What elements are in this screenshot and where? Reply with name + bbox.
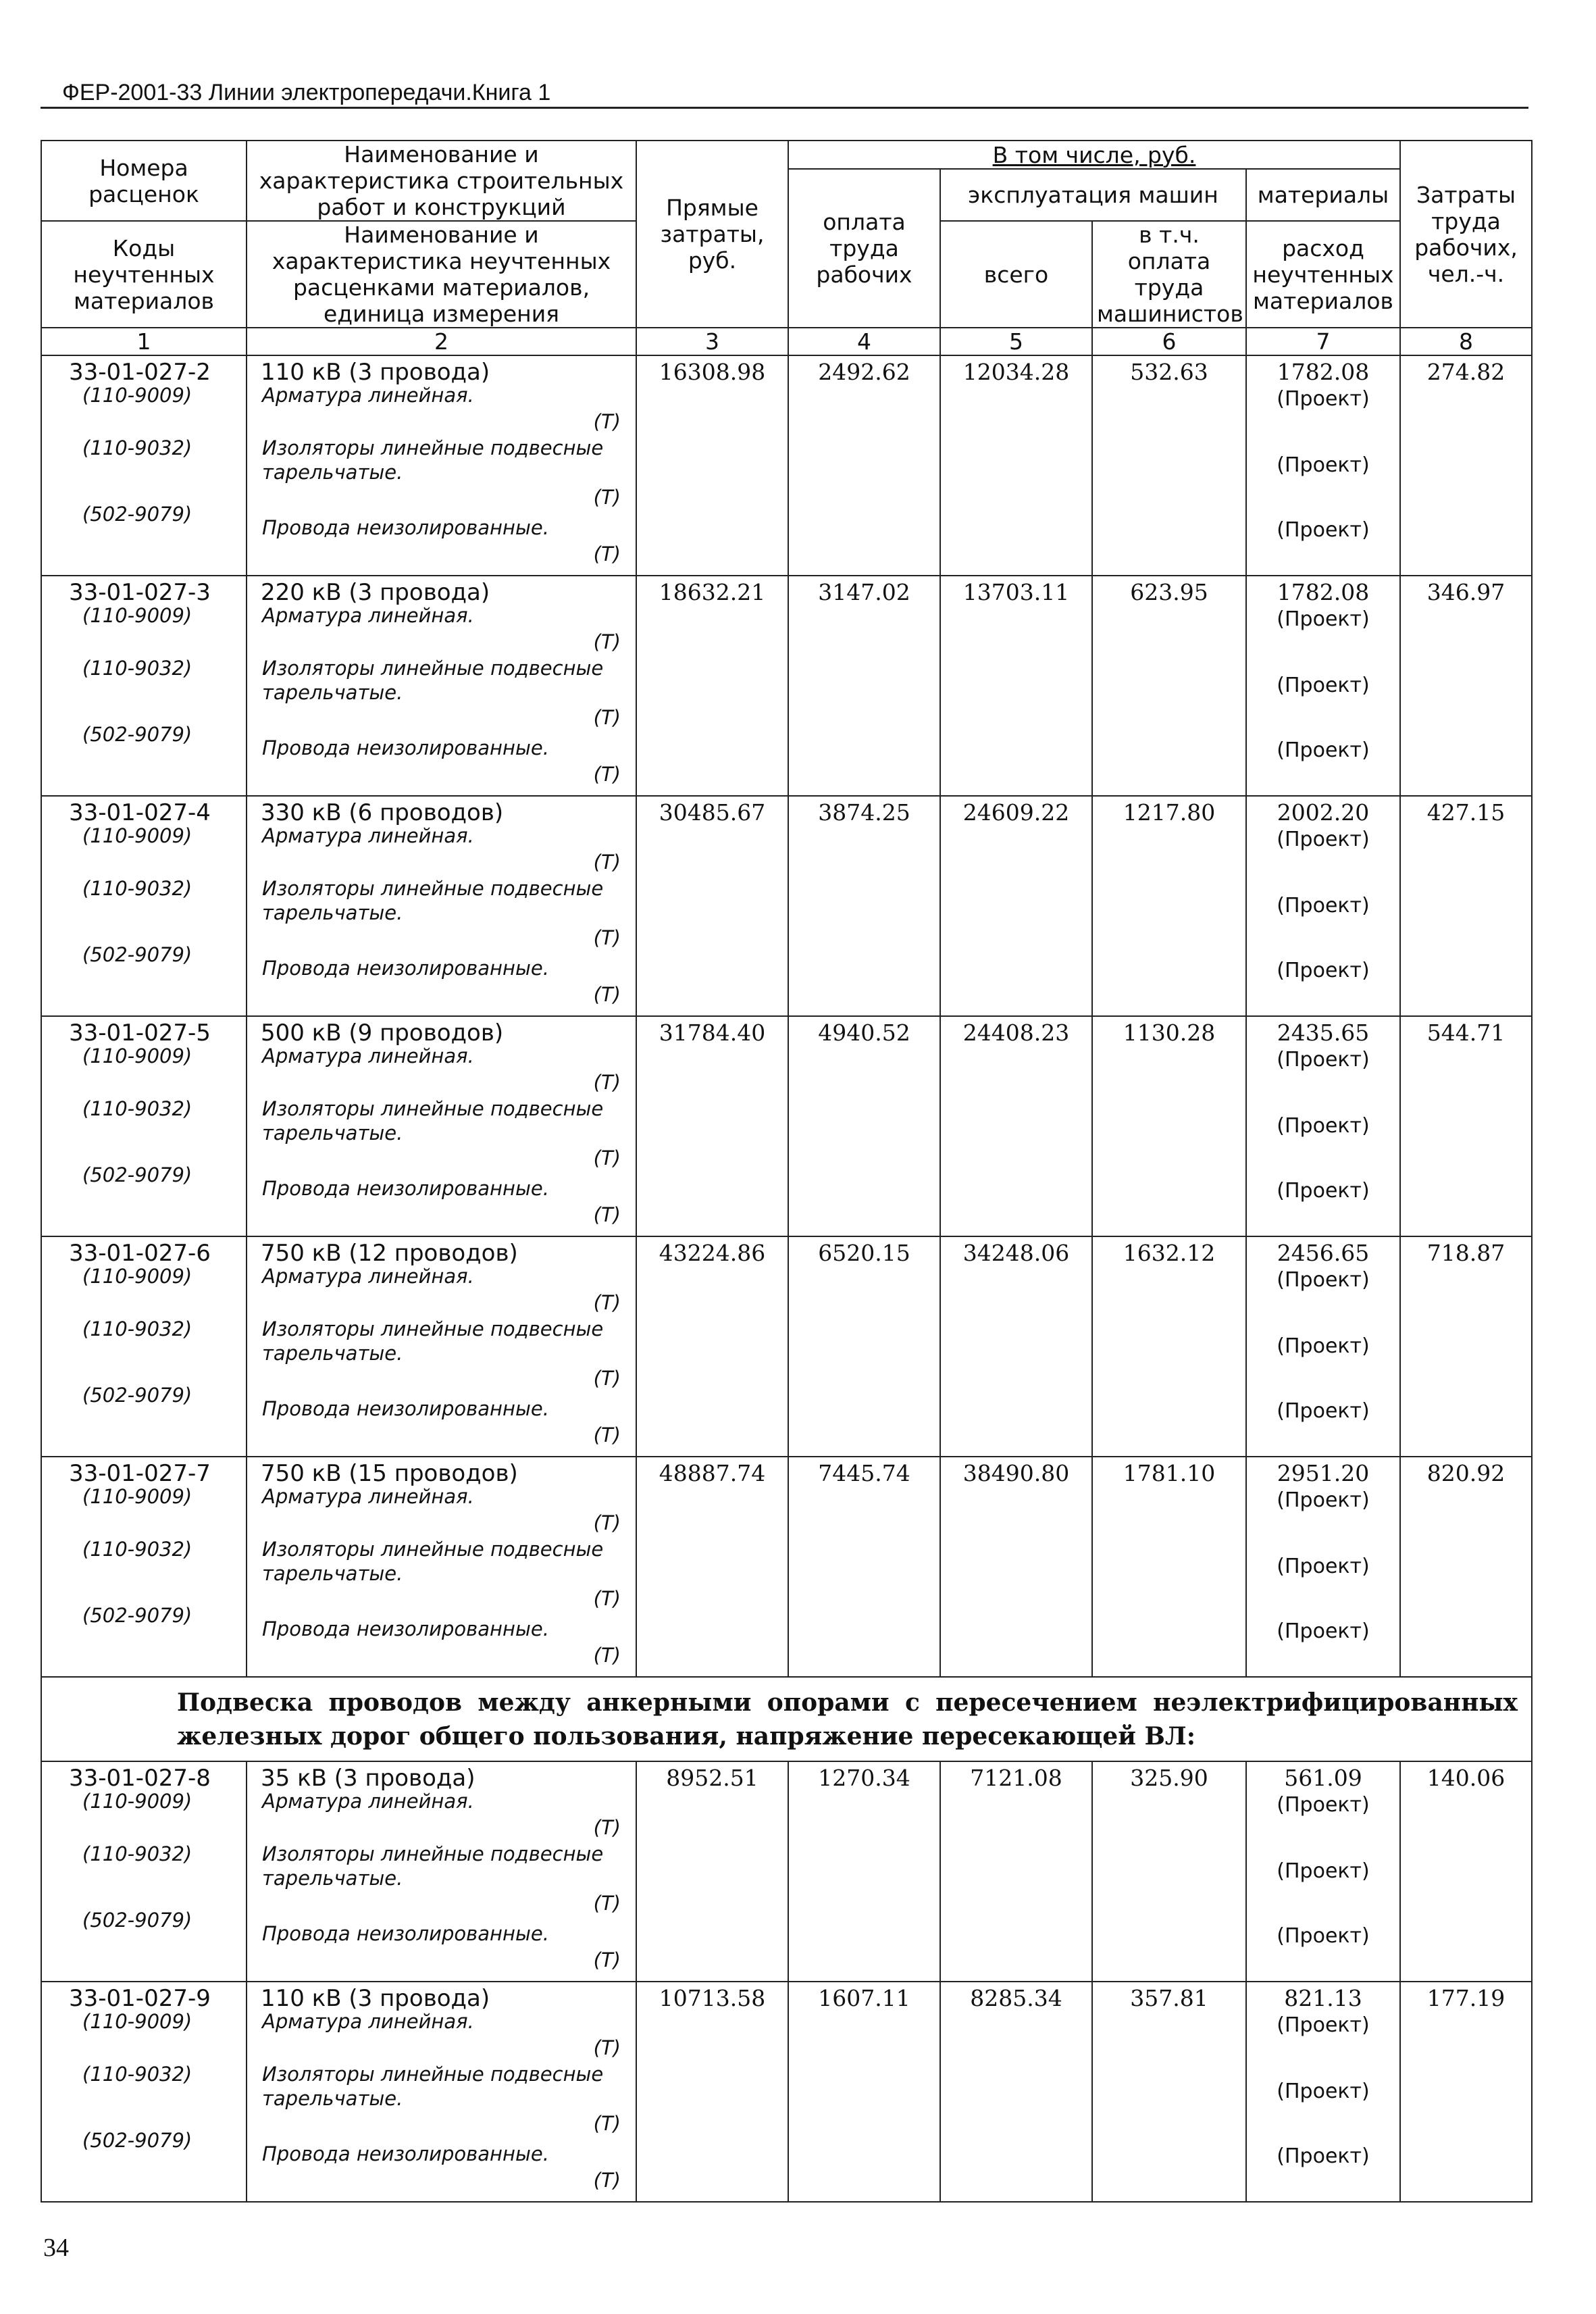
material-code: (110-9009) bbox=[82, 384, 192, 407]
unit-mark: (Т) bbox=[593, 2112, 621, 2135]
direct-cost: 30485.67 bbox=[659, 799, 766, 826]
materials-header: материалы bbox=[1246, 169, 1400, 221]
material-name: Изоляторы линейные подвесные тарельчатые. bbox=[262, 1538, 604, 1585]
material-code: (110-9032) bbox=[82, 657, 192, 680]
project-note: (Проект) bbox=[1277, 607, 1370, 631]
labor-cost-cell bbox=[788, 1761, 940, 1982]
unit-mark: (Т) bbox=[593, 630, 621, 653]
unit-mark: (Т) bbox=[593, 851, 621, 874]
code-cell bbox=[41, 796, 247, 1016]
name-cell bbox=[247, 1982, 636, 2202]
materials-cost: 821.13 bbox=[1284, 1985, 1362, 2011]
machine-cost: 38490.80 bbox=[962, 1460, 1070, 1486]
material-name: Изоляторы линейные подвесные тарельчатые. bbox=[262, 877, 604, 924]
material-name: Изоляторы линейные подвесные тарельчатые. bbox=[262, 1842, 604, 1890]
col-num-3: 3 bbox=[636, 328, 788, 355]
material-code: (502-9079) bbox=[82, 723, 192, 746]
labor-hours-cell bbox=[1400, 1761, 1532, 1982]
rate-code: 33-01-027-3 bbox=[69, 579, 211, 606]
col2-bottom-header: Наименование и характеристика неучтенных расценками материалов, единица измерения bbox=[247, 221, 636, 328]
rate-code: 33-01-027-6 bbox=[69, 1240, 211, 1267]
material-name: Изоляторы линейные подвесные тарельчатые. bbox=[262, 1317, 604, 1365]
material-name: Изоляторы линейные подвесные тарельчатые. bbox=[262, 1097, 604, 1145]
machinist-cost-cell bbox=[1092, 1016, 1246, 1236]
col-num-5: 5 bbox=[940, 328, 1092, 355]
labor-cost-cell bbox=[788, 355, 940, 576]
work-name: 750 кВ (12 проводов) bbox=[261, 1240, 518, 1267]
material-code: (502-9079) bbox=[82, 503, 192, 526]
material-code: (110-9032) bbox=[82, 436, 192, 459]
project-note: (Проект) bbox=[1277, 828, 1370, 851]
material-code: (110-9032) bbox=[82, 877, 192, 900]
name-cell bbox=[247, 1457, 636, 1677]
project-note: (Проект) bbox=[1277, 453, 1370, 477]
direct-cost: 43224.86 bbox=[659, 1240, 766, 1266]
code-cell bbox=[41, 355, 247, 576]
material-name: Изоляторы линейные подвесные тарельчатые. bbox=[262, 2063, 604, 2110]
col1-top-header: Номера расценок bbox=[41, 141, 247, 221]
unit-mark: (Т) bbox=[593, 1147, 621, 1169]
machinist-cost-cell bbox=[1092, 1761, 1246, 1982]
project-note: (Проект) bbox=[1277, 2013, 1370, 2037]
project-note: (Проект) bbox=[1277, 1048, 1370, 1072]
col2-top-header: Наименование и характеристика строительных работ и конструкций bbox=[247, 141, 636, 221]
table-header bbox=[41, 141, 1532, 355]
unit-mark: (Т) bbox=[593, 1511, 621, 1534]
unit-mark: (Т) bbox=[593, 486, 621, 509]
machinist-cost: 357.81 bbox=[1130, 1985, 1208, 2011]
labor-hours-cell bbox=[1400, 1016, 1532, 1236]
materials-cell bbox=[1246, 796, 1400, 1016]
unit-mark: (Т) bbox=[593, 983, 621, 1006]
unit-mark: (Т) bbox=[593, 1071, 621, 1094]
labor-cost: 3874.25 bbox=[818, 799, 910, 826]
unit-mark: (Т) bbox=[593, 1424, 621, 1447]
direct-cost-cell bbox=[636, 355, 788, 576]
direct-cost-cell bbox=[636, 1016, 788, 1236]
price-table bbox=[41, 140, 1533, 2203]
material-name: Провода неизолированные. bbox=[262, 2142, 549, 2165]
labor-hours-cell bbox=[1400, 1982, 1532, 2202]
work-name: 330 кВ (6 проводов) bbox=[261, 799, 504, 826]
work-name: 500 кВ (9 проводов) bbox=[261, 1020, 504, 1047]
code-cell bbox=[41, 1982, 247, 2202]
material-name: Провода неизолированные. bbox=[262, 736, 549, 759]
material-code: (502-9079) bbox=[82, 943, 192, 966]
name-cell bbox=[247, 355, 636, 576]
material-code: (110-9032) bbox=[82, 1538, 192, 1561]
material-name: Арматура линейная. bbox=[262, 384, 474, 407]
labor-hours: 427.15 bbox=[1426, 799, 1505, 826]
table-row bbox=[41, 796, 1532, 1016]
labor-cost: 7445.74 bbox=[818, 1460, 910, 1486]
direct-cost-cell bbox=[636, 576, 788, 796]
including-header: В том числе, руб. bbox=[788, 141, 1400, 169]
col-num-4: 4 bbox=[788, 328, 940, 355]
machinist-cost: 1781.10 bbox=[1123, 1460, 1216, 1486]
work-name: 750 кВ (15 проводов) bbox=[261, 1460, 518, 1487]
materials-cost: 561.09 bbox=[1284, 1765, 1362, 1791]
machine-cost-cell bbox=[940, 1236, 1092, 1457]
machine-cost: 34248.06 bbox=[962, 1240, 1070, 1266]
labor-hours-cell bbox=[1400, 796, 1532, 1016]
materials-cell bbox=[1246, 355, 1400, 576]
machinist-cost-cell bbox=[1092, 796, 1246, 1016]
labor-cost: 4940.52 bbox=[818, 1020, 910, 1046]
material-code: (110-9009) bbox=[82, 2010, 192, 2033]
machine-cost-cell bbox=[940, 1982, 1092, 2202]
section-title-cell bbox=[41, 1677, 1532, 1761]
materials-cell bbox=[1246, 1761, 1400, 1982]
rate-code: 33-01-027-8 bbox=[69, 1765, 211, 1792]
unit-mark: (Т) bbox=[593, 763, 621, 786]
direct-cost: 10713.58 bbox=[659, 1985, 766, 2011]
table-section bbox=[41, 1677, 1532, 1761]
col4-header: оплата труда рабочих bbox=[788, 169, 940, 328]
name-cell bbox=[247, 1016, 636, 1236]
material-code: (110-9032) bbox=[82, 1842, 192, 1865]
machinist-cost-cell bbox=[1092, 1236, 1246, 1457]
name-cell bbox=[247, 1761, 636, 1982]
project-note: (Проект) bbox=[1277, 1924, 1370, 1948]
material-code: (110-9009) bbox=[82, 1265, 192, 1288]
materials-cost: 2002.20 bbox=[1277, 799, 1370, 826]
code-cell bbox=[41, 1236, 247, 1457]
material-code: (110-9032) bbox=[82, 1317, 192, 1340]
unit-mark: (Т) bbox=[593, 1816, 621, 1839]
machine-cost-cell bbox=[940, 1016, 1092, 1236]
machine-cost-cell bbox=[940, 576, 1092, 796]
unit-mark: (Т) bbox=[593, 926, 621, 949]
code-cell bbox=[41, 1016, 247, 1236]
direct-cost: 8952.51 bbox=[666, 1765, 758, 1791]
project-note: (Проект) bbox=[1277, 1859, 1370, 1883]
machine-cost-cell bbox=[940, 1761, 1092, 1982]
material-name: Арматура линейная. bbox=[262, 604, 474, 627]
material-name: Изоляторы линейные подвесные тарельчатые. bbox=[262, 436, 604, 484]
labor-hours-cell bbox=[1400, 1457, 1532, 1677]
rate-code: 33-01-027-5 bbox=[69, 1020, 211, 1047]
unit-mark: (Т) bbox=[593, 1367, 621, 1390]
materials-cell bbox=[1246, 1236, 1400, 1457]
project-note: (Проект) bbox=[1277, 894, 1370, 917]
col-num-7: 7 bbox=[1246, 328, 1400, 355]
labor-cost: 2492.62 bbox=[818, 359, 910, 385]
table-row bbox=[41, 1016, 1532, 1236]
material-code: (502-9079) bbox=[82, 1604, 192, 1627]
machine-cost: 24408.23 bbox=[962, 1020, 1070, 1046]
project-note: (Проект) bbox=[1277, 1555, 1370, 1578]
material-code: (110-9032) bbox=[82, 2063, 192, 2086]
col-num-1: 1 bbox=[41, 328, 247, 355]
labor-hours: 274.82 bbox=[1426, 359, 1505, 385]
project-note: (Проект) bbox=[1277, 1619, 1370, 1643]
machine-cost: 13703.11 bbox=[962, 579, 1070, 605]
col8-header: Затраты труда рабочих, чел.-ч. bbox=[1400, 141, 1532, 328]
labor-hours: 718.87 bbox=[1426, 1240, 1505, 1266]
material-code: (110-9009) bbox=[82, 1485, 192, 1508]
material-code: (502-9079) bbox=[82, 1163, 192, 1186]
project-note: (Проект) bbox=[1277, 1488, 1370, 1512]
unit-mark: (Т) bbox=[593, 1948, 621, 1971]
project-note: (Проект) bbox=[1277, 674, 1370, 697]
labor-cost-cell bbox=[788, 1016, 940, 1236]
unit-mark: (Т) bbox=[593, 706, 621, 729]
machine-cost: 12034.28 bbox=[962, 359, 1070, 385]
col-num-6: 6 bbox=[1092, 328, 1246, 355]
project-note: (Проект) bbox=[1277, 1114, 1370, 1138]
machinist-cost-cell bbox=[1092, 1457, 1246, 1677]
machinist-cost: 623.95 bbox=[1130, 579, 1208, 605]
header-rule bbox=[41, 107, 1528, 109]
project-note: (Проект) bbox=[1277, 387, 1370, 411]
material-name: Арматура линейная. bbox=[262, 2010, 474, 2033]
project-note: (Проект) bbox=[1277, 1334, 1370, 1358]
labor-cost-cell bbox=[788, 1982, 940, 2202]
rate-code: 33-01-027-2 bbox=[69, 359, 211, 386]
direct-cost-cell bbox=[636, 796, 788, 1016]
labor-cost: 6520.15 bbox=[818, 1240, 910, 1266]
labor-cost-cell bbox=[788, 1236, 940, 1457]
material-name: Изоляторы линейные подвесные тарельчатые. bbox=[262, 657, 604, 704]
material-name: Провода неизолированные. bbox=[262, 1397, 549, 1420]
machinist-cost-cell bbox=[1092, 576, 1246, 796]
material-code: (110-9009) bbox=[82, 604, 192, 627]
machine-cost: 8285.34 bbox=[970, 1985, 1062, 2011]
page-header: ФЕР-2001-33 Линии электропередачи.Книга 1 bbox=[62, 80, 551, 105]
table-row bbox=[41, 1236, 1532, 1457]
code-cell bbox=[41, 1761, 247, 1982]
labor-hours-cell bbox=[1400, 355, 1532, 576]
material-name: Арматура линейная. bbox=[262, 1485, 474, 1508]
direct-cost-cell bbox=[636, 1236, 788, 1457]
work-name: 110 кВ (3 провода) bbox=[261, 359, 490, 386]
labor-hours: 177.19 bbox=[1426, 1985, 1505, 2011]
work-name: 35 кВ (3 провода) bbox=[261, 1765, 475, 1792]
project-note: (Проект) bbox=[1277, 1793, 1370, 1817]
project-note: (Проект) bbox=[1277, 518, 1370, 542]
material-code: (110-9009) bbox=[82, 1790, 192, 1813]
unit-mark: (Т) bbox=[593, 2036, 621, 2059]
material-code: (110-9009) bbox=[82, 1045, 192, 1067]
direct-cost: 48887.74 bbox=[659, 1460, 766, 1486]
name-cell bbox=[247, 1236, 636, 1457]
col7-header: расход неучтенных материалов bbox=[1246, 221, 1400, 328]
unit-mark: (Т) bbox=[593, 1587, 621, 1610]
machinist-cost: 325.90 bbox=[1130, 1765, 1208, 1791]
labor-hours: 544.71 bbox=[1426, 1020, 1505, 1046]
material-name: Арматура линейная. bbox=[262, 1045, 474, 1067]
work-name: 110 кВ (3 провода) bbox=[261, 1985, 490, 2012]
materials-cost: 2435.65 bbox=[1277, 1020, 1370, 1046]
unit-mark: (Т) bbox=[593, 2169, 621, 2192]
page-number: 34 bbox=[43, 2234, 69, 2262]
name-cell bbox=[247, 576, 636, 796]
labor-cost: 3147.02 bbox=[818, 579, 910, 605]
direct-cost-cell bbox=[636, 1457, 788, 1677]
machinist-cost: 532.63 bbox=[1130, 359, 1208, 385]
machinist-cost-cell bbox=[1092, 355, 1246, 576]
materials-cost: 2951.20 bbox=[1277, 1460, 1370, 1486]
labor-hours: 346.97 bbox=[1426, 579, 1505, 605]
material-code: (502-9079) bbox=[82, 1384, 192, 1407]
labor-hours: 820.92 bbox=[1426, 1460, 1505, 1486]
material-code: (110-9032) bbox=[82, 1097, 192, 1120]
material-name: Арматура линейная. bbox=[262, 1790, 474, 1813]
labor-hours: 140.06 bbox=[1426, 1765, 1505, 1791]
materials-cell bbox=[1246, 576, 1400, 796]
machinist-cost: 1632.12 bbox=[1123, 1240, 1216, 1266]
materials-cost: 1782.08 bbox=[1277, 579, 1370, 605]
project-note: (Проект) bbox=[1277, 1399, 1370, 1423]
project-note: (Проект) bbox=[1277, 1268, 1370, 1292]
material-name: Провода неизолированные. bbox=[262, 516, 549, 539]
materials-cell bbox=[1246, 1457, 1400, 1677]
direct-cost-cell bbox=[636, 1761, 788, 1982]
unit-mark: (Т) bbox=[593, 1644, 621, 1667]
machinist-cost: 1217.80 bbox=[1123, 799, 1216, 826]
code-cell bbox=[41, 1457, 247, 1677]
table-row bbox=[41, 1457, 1532, 1677]
work-name: 220 кВ (3 провода) bbox=[261, 579, 490, 606]
direct-cost: 31784.40 bbox=[659, 1020, 766, 1046]
name-cell bbox=[247, 796, 636, 1016]
machine-cost: 7121.08 bbox=[970, 1765, 1062, 1791]
labor-cost: 1607.11 bbox=[818, 1985, 910, 2011]
table-body-1 bbox=[41, 355, 1532, 1677]
rate-code: 33-01-027-9 bbox=[69, 1985, 211, 2012]
col5-header: всего bbox=[940, 221, 1092, 328]
materials-cell bbox=[1246, 1016, 1400, 1236]
machine-cost-cell bbox=[940, 796, 1092, 1016]
project-note: (Проект) bbox=[1277, 2080, 1370, 2103]
unit-mark: (Т) bbox=[593, 1291, 621, 1314]
labor-cost-cell bbox=[788, 796, 940, 1016]
table-row bbox=[41, 1761, 1532, 1982]
machines-header: эксплуатация машин bbox=[940, 169, 1246, 221]
labor-cost-cell bbox=[788, 576, 940, 796]
materials-cell bbox=[1246, 1982, 1400, 2202]
section-title: Подвеска проводов между анкерными опорами с пересечением неэлектрифицированных железных дорог общего пользования, напряжение пересекающей ВЛ: bbox=[177, 1688, 1518, 1751]
material-name: Арматура линейная. bbox=[262, 824, 474, 847]
unit-mark: (Т) bbox=[593, 410, 621, 433]
rate-code: 33-01-027-4 bbox=[69, 799, 211, 826]
labor-hours-cell bbox=[1400, 576, 1532, 796]
unit-mark: (Т) bbox=[593, 1892, 621, 1915]
direct-cost-cell bbox=[636, 1982, 788, 2202]
rate-code: 33-01-027-7 bbox=[69, 1460, 211, 1487]
table-row bbox=[41, 576, 1532, 796]
unit-mark: (Т) bbox=[593, 543, 621, 565]
col-num-2: 2 bbox=[247, 328, 636, 355]
material-name: Провода неизолированные. bbox=[262, 957, 549, 980]
material-code: (502-9079) bbox=[82, 1909, 192, 1932]
labor-cost-cell bbox=[788, 1457, 940, 1677]
table-row bbox=[41, 1982, 1532, 2202]
machinist-cost-cell bbox=[1092, 1982, 1246, 2202]
table-row bbox=[41, 355, 1532, 576]
material-name: Провода неизолированные. bbox=[262, 1617, 549, 1640]
material-code: (110-9009) bbox=[82, 824, 192, 847]
machine-cost-cell bbox=[940, 355, 1092, 576]
machine-cost-cell bbox=[940, 1457, 1092, 1677]
material-name: Провода неизолированные. bbox=[262, 1922, 549, 1945]
project-note: (Проект) bbox=[1277, 959, 1370, 982]
direct-cost: 16308.98 bbox=[659, 359, 766, 385]
project-note: (Проект) bbox=[1277, 2144, 1370, 2168]
col1-bottom-header: Коды неучтенных материалов bbox=[41, 221, 247, 328]
project-note: (Проект) bbox=[1277, 738, 1370, 762]
materials-cost: 1782.08 bbox=[1277, 359, 1370, 385]
labor-hours-cell bbox=[1400, 1236, 1532, 1457]
project-note: (Проект) bbox=[1277, 1179, 1370, 1203]
materials-cost: 2456.65 bbox=[1277, 1240, 1370, 1266]
machine-cost: 24609.22 bbox=[962, 799, 1070, 826]
direct-cost: 18632.21 bbox=[659, 579, 766, 605]
col-num-8: 8 bbox=[1400, 328, 1532, 355]
material-name: Арматура линейная. bbox=[262, 1265, 474, 1288]
material-name: Провода неизолированные. bbox=[262, 1177, 549, 1200]
unit-mark: (Т) bbox=[593, 1203, 621, 1226]
table-body-2 bbox=[41, 1761, 1532, 2202]
col6-header: в т.ч. оплата труда машинистов bbox=[1092, 221, 1246, 328]
code-cell bbox=[41, 576, 247, 796]
machinist-cost: 1130.28 bbox=[1123, 1020, 1216, 1046]
col3-header: Прямые затраты, руб. bbox=[636, 141, 788, 328]
material-code: (502-9079) bbox=[82, 2129, 192, 2152]
labor-cost: 1270.34 bbox=[818, 1765, 910, 1791]
